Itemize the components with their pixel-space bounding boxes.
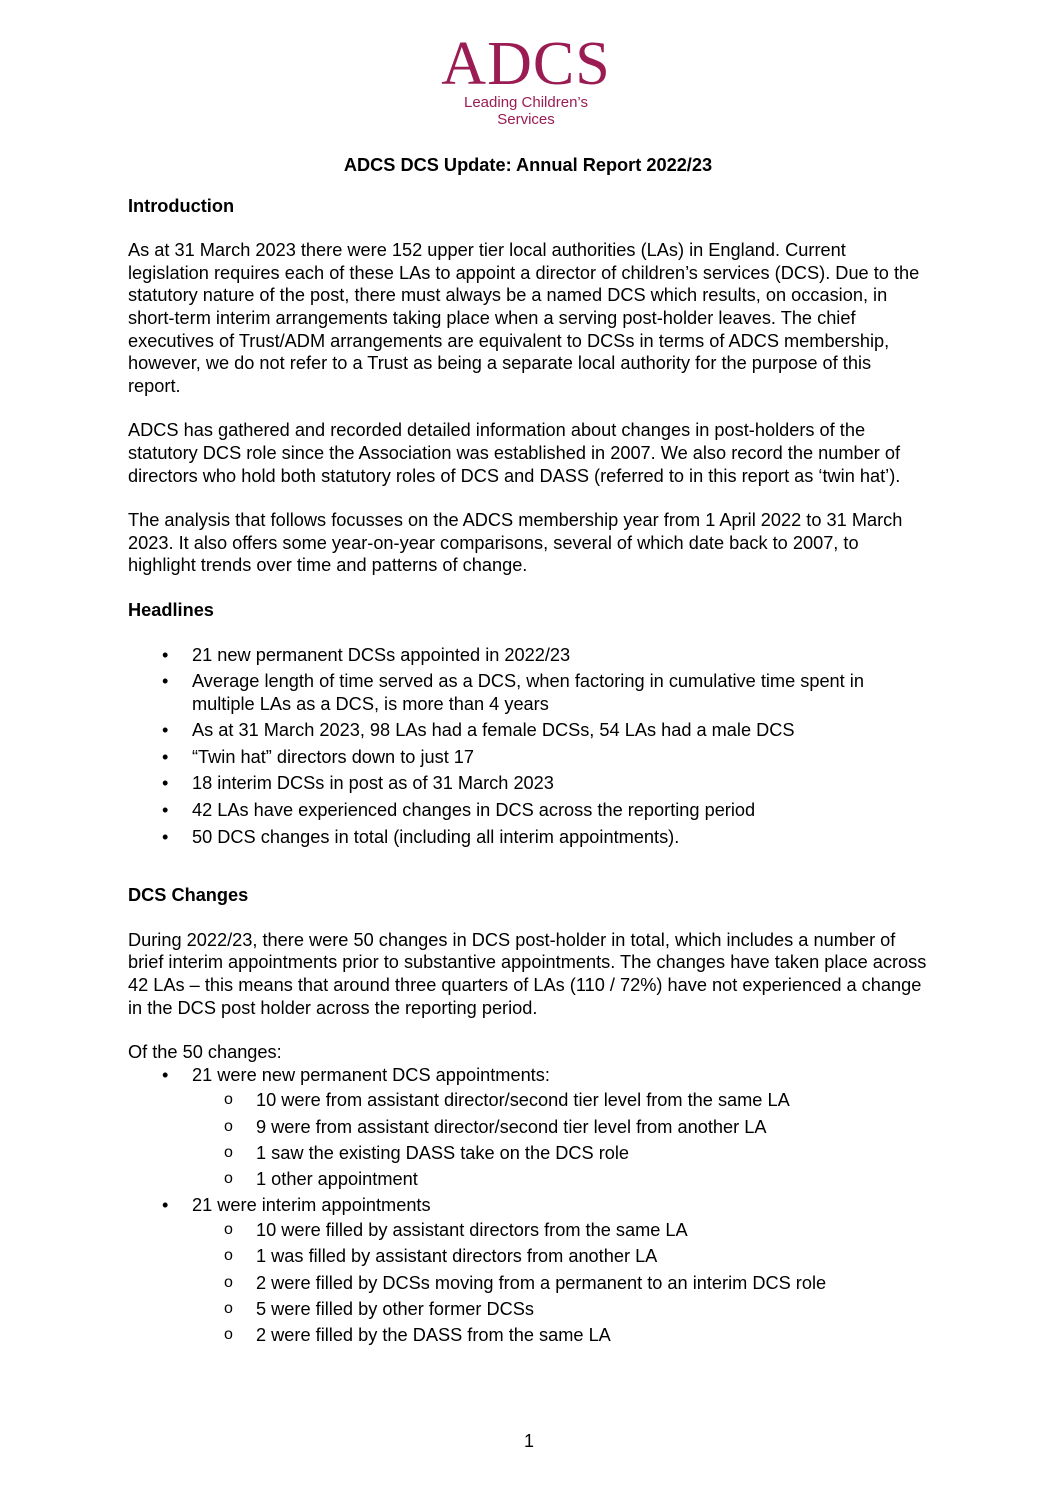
sub-list-item: o 2 were filled by the DASS from the same LA (192, 1324, 928, 1347)
page-number: 1 (523, 1431, 534, 1451)
sub-list-item: o 2 were filled by DCSs moving from a permanent to an interim DCS role (192, 1272, 928, 1295)
headlines-heading: Headlines (128, 599, 214, 620)
sub-list-item: o 1 other appointment (192, 1168, 928, 1191)
sub-list (192, 1219, 928, 1346)
list-item: • 18 interim DCSs in post as of 31 March 2023 (128, 772, 928, 795)
list-item: • 42 LAs have experienced changes in DCS across the reporting period (128, 799, 928, 822)
introduction-paragraph-3: The analysis that follows focusses on the ADCS membership year from 1 April 2022 to 31 March 2023. It also offers some year-on-year comparisons, several of which date back to 2007, to highlight trends over time and patterns of change. (128, 510, 903, 576)
introduction-paragraph-1: As at 31 March 2023 there were 152 upper tier local authorities (LAs) in England. Current legislation requires each of these LAs to appoint a director of children’s services (DCS). Due to the statutory nature of the post, there must always be a named DCS which results, on occasion, in short-term interim arrangements taking place when a serving post-holder leaves. The chief executives of Trust/ADM arrangements are equivalent to DCSs in terms of ADCS membership, however, we do not refer to a Trust as being a separate local authority for the purpose of this report. (128, 240, 920, 396)
logo-wordmark: ADCS (441, 30, 611, 98)
dcs-changes-lead: Of the 50 changes: (128, 1042, 282, 1063)
dcs-changes-heading: DCS Changes (128, 885, 249, 906)
dcs-changes-paragraph: During 2022/23, there were 50 changes in DCS post-holder in total, which includes a number of brief interim appointments prior to substantive appointments. The changes have taken place across 42 LAs – this means that around three quarters of LAs (110 / 72%) have not experienced a change in the DCS post holder across the reporting period. (128, 929, 927, 1018)
sub-list-item: o 5 were filled by other former DCSs (192, 1298, 928, 1321)
headlines-list (128, 644, 928, 849)
list-item: • Average length of time served as a DCS, when factoring in cumulative time spent in multiple LAs as a DCS, is more than 4 years (128, 670, 928, 715)
page-title: ADCS DCS Update: Annual Report 2022/23 (343, 155, 713, 175)
list-item: • 21 new permanent DCSs appointed in 2022/23 (128, 644, 928, 667)
sub-list-item: o 10 were from assistant director/second tier level from the same LA (192, 1089, 928, 1112)
list-item: • “Twin hat” directors down to just 17 (128, 746, 928, 769)
sub-list-item: o 9 were from assistant director/second tier level from another LA (192, 1116, 928, 1139)
list-item: • As at 31 March 2023, 98 LAs had a female DCSs, 54 LAs had a male DCS (128, 719, 928, 742)
dcs-changes-list (128, 1064, 928, 1347)
list-item (128, 1194, 928, 1347)
introduction-heading: Introduction (128, 195, 235, 216)
introduction-paragraph-2: ADCS has gathered and recorded detailed information about changes in post-holders of the statutory DCS role since the Association was established in 2007. We also record the number of directors who hold both statutory roles of DCS and DASS (referred to in this report as ‘twin hat’). (128, 420, 901, 486)
group-label: 21 were interim appointments (192, 1194, 431, 1215)
group-label: 21 were new permanent DCS appointments: (192, 1064, 550, 1085)
adcs-logo (436, 30, 616, 128)
sub-list-item: o 1 saw the existing DASS take on the DCS role (192, 1142, 928, 1165)
document-body (128, 154, 928, 1368)
list-item: • 50 DCS changes in total (including all interim appointments). (128, 826, 928, 849)
sub-list (192, 1089, 928, 1190)
sub-list-item: o 1 was filled by assistant directors from another LA (192, 1245, 928, 1268)
sub-list-item: o 10 were filled by assistant directors from the same LA (192, 1219, 928, 1242)
logo-tagline: Leading Children’s Services (464, 94, 588, 128)
list-item (128, 1064, 928, 1190)
